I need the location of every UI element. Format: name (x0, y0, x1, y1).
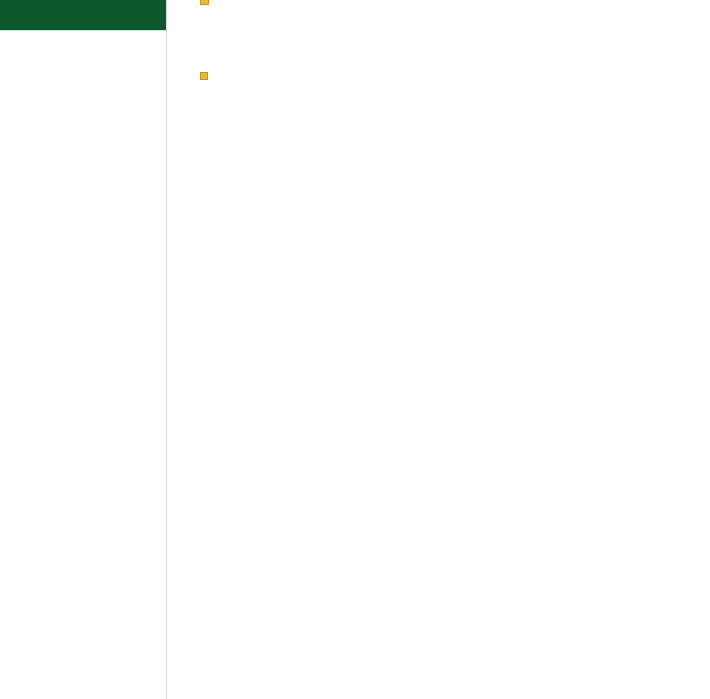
bullet-icon (200, 0, 209, 5)
main-content (166, 0, 710, 699)
sidebar-nav (0, 0, 167, 699)
nav-item-luft[interactable] (0, 0, 166, 31)
bullet-icon (200, 72, 208, 80)
